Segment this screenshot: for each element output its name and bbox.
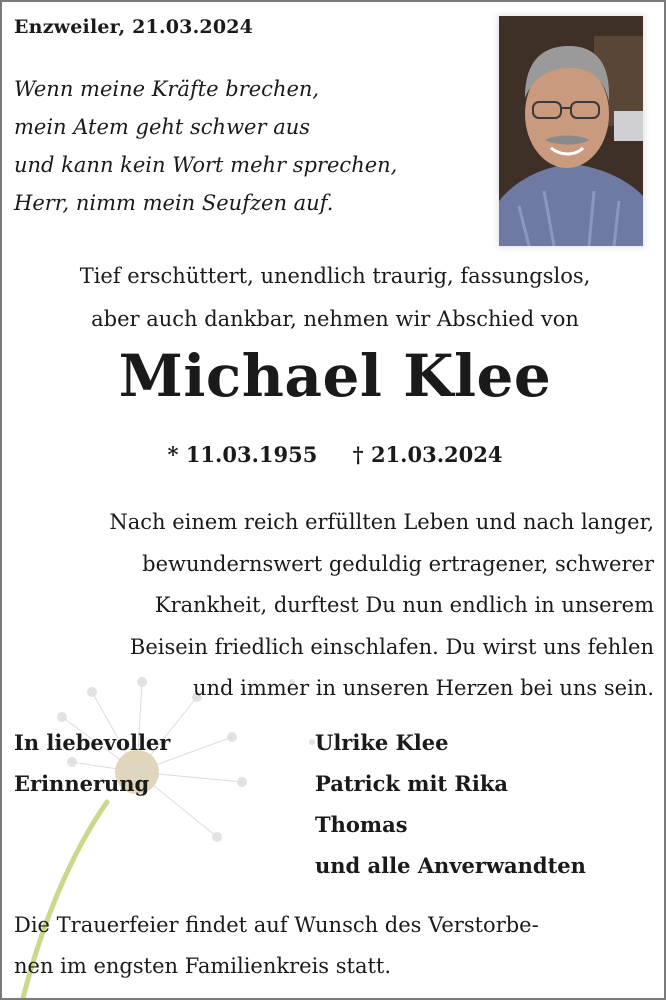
family-member: Patrick mit Rika [315, 771, 509, 796]
deceased-name: Michael Klee [118, 342, 552, 410]
memory-phrase [14, 722, 170, 804]
family-member: Thomas [315, 812, 408, 837]
farewell-text [109, 502, 654, 710]
text-line: Beisein friedlich einschlafen. Du wirst uns fehlen [129, 634, 654, 659]
text-line: bewundernswert geduldig ertragener, schwerer [142, 551, 654, 576]
funeral-notice [14, 905, 539, 987]
family-member: Ulrike Klee [315, 730, 449, 755]
memory-line: Erinnerung [14, 771, 150, 796]
poem-line: und kann kein Wort mehr sprechen, [14, 153, 398, 177]
family-list [315, 722, 586, 886]
poem-line: Wenn meine Kräfte brechen, [14, 77, 320, 101]
place-and-date: Enzweiler, 21.03.2024 [14, 16, 254, 38]
funeral-line: nen im engsten Familienkreis statt. [14, 954, 392, 978]
intro-line: aber auch dankbar, nehmen wir Abschied von [91, 307, 579, 331]
poem-line: mein Atem geht schwer aus [14, 115, 311, 139]
text-line: Nach einem reich erfüllten Leben und nach langer, [109, 510, 654, 534]
poem [14, 70, 397, 222]
funeral-line: Die Trauerfeier findet auf Wunsch des Verstorbe- [14, 913, 539, 937]
family-member: und alle Anverwandten [315, 853, 586, 878]
death-date: † 21.03.2024 [352, 442, 503, 467]
text-line: Krankheit, durftest Du nun endlich in unserem [154, 593, 654, 617]
life-dates [2, 442, 666, 467]
memory-line: In liebevoller [14, 730, 171, 755]
poem-line: Herr, nimm mein Seufzen auf. [14, 191, 334, 215]
text-line: und immer in unseren Herzen bei uns sein. [192, 676, 654, 700]
intro-line: Tief erschüttert, unendlich traurig, fassungslos, [79, 264, 591, 288]
portrait-photo [499, 16, 643, 246]
birth-date: * 11.03.1955 [167, 442, 318, 467]
